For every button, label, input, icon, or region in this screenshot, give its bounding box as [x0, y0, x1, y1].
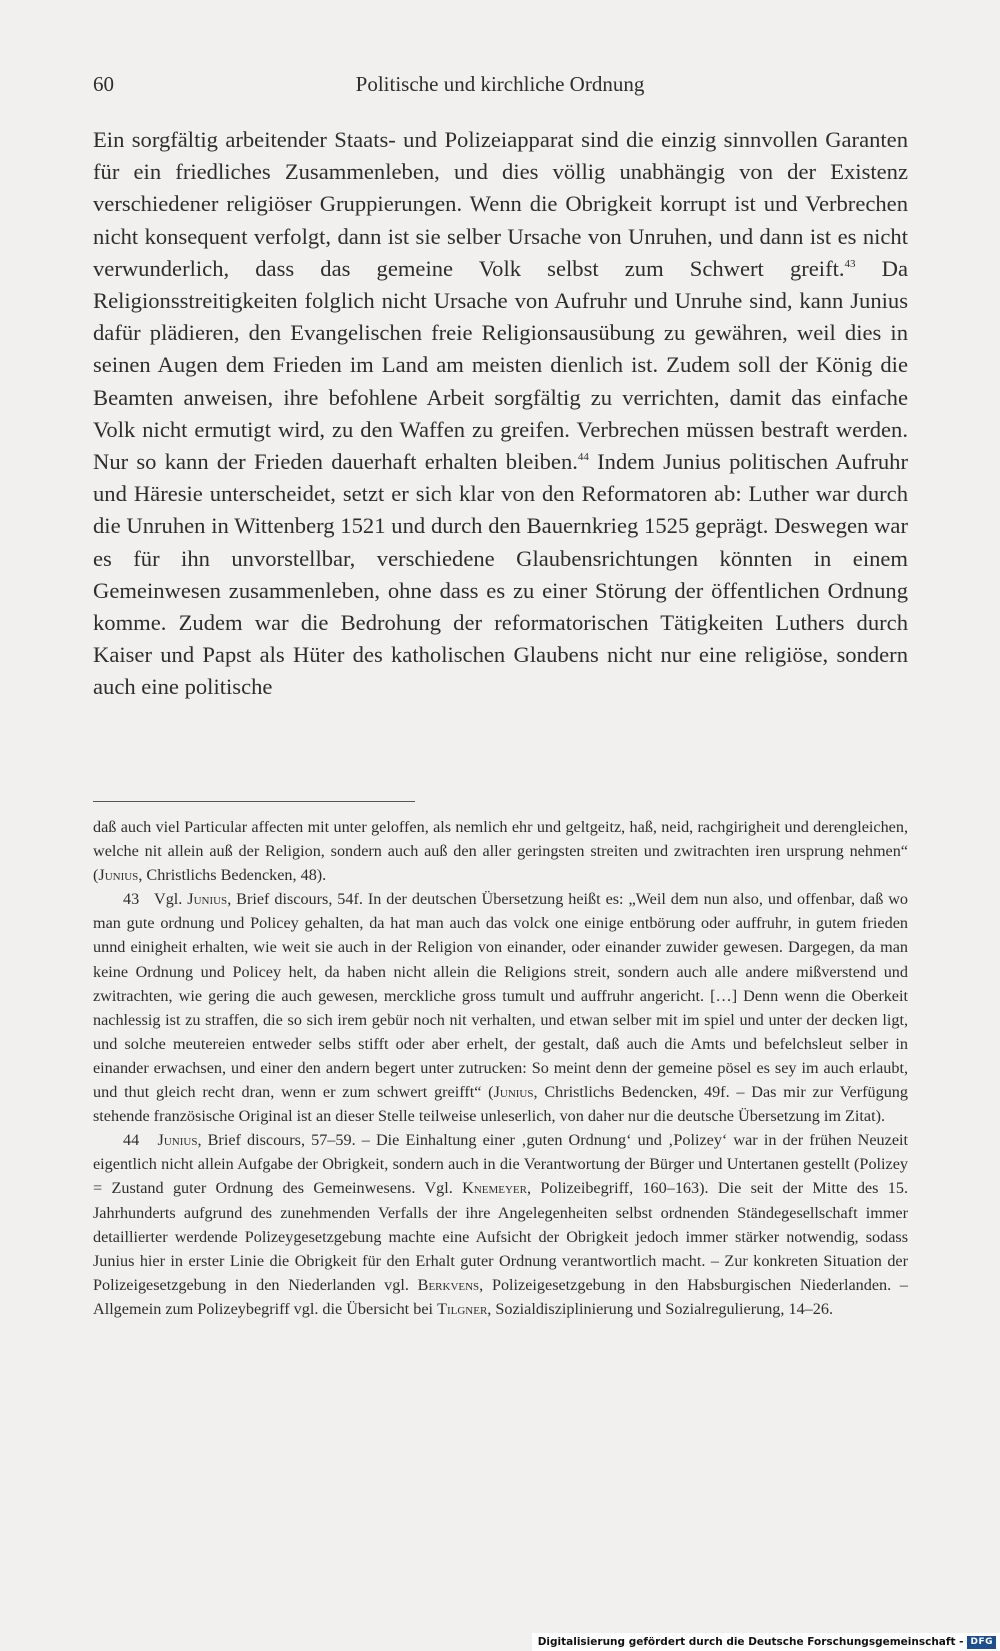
author-name: Junius [187, 890, 228, 909]
body-text-part: Indem Junius politischen Aufruhr und Häresie unterscheidet, setzt er sich klar von den Reformatoren ab: Luther war durch die Unruhen in Wittenberg 1521 und durch den Bauernkrieg 1525 geprägt. Deswegen war es für ihn unvorstellbar, verschiedene Glaubensrichtungen könnten in einem Gemeinwesen zusammenleben, ohne dass es zu einer Störung der öffentlichen Ordnung komme. Zudem war die Bedrohung der reformatorischen Tätigkeiten Luthers durch Kaiser und Papst als Hüter des katholischen Glaubens nicht nur eine religiöse, sondern auch eine politische [93, 449, 908, 700]
author-name: Berkvens [417, 1275, 480, 1294]
footnote-43 [93, 887, 908, 1128]
footnote-continuation [93, 815, 908, 887]
footnote-44 [93, 1128, 908, 1321]
footnote-text: , Christlichs Bedencken, 48). [138, 866, 327, 885]
footnote-reference-43[interactable]: 43 [844, 257, 856, 270]
body-paragraph [93, 124, 908, 704]
author-name: Junius [98, 866, 139, 885]
dfg-logo: DFG [967, 1636, 996, 1649]
author-name: Junius [493, 1083, 534, 1102]
footnote-text: Vgl. [154, 890, 188, 909]
body-text-part: Da Religionsstreitigkeiten folglich nicht Ursache von Aufruhr und Unruhe sind, kann Junius dafür plädieren, den Evangelischen freie Religionsausübung zu gewähren, weil dies in seinen Augen dem Frieden im Land am meisten dienlich ist. Zudem soll der König die Beamten anweisen, ihre befohlene Arbeit sorgfältig zu verrichten, damit das einfache Volk nicht ermutigt wird, zu den Waffen zu greifen. Verbrechen müssen bestraft werden. Nur so kann der Frieden dauerhaft erhalten bleiben. [93, 255, 908, 475]
footnote-number: 44 [123, 1131, 140, 1150]
author-name: Tilgner [437, 1299, 488, 1318]
footnote-text: , Brief discours, 54f. In der deutschen Übersetzung heißt es: „Weil dem nun also, und offenbar, daß wo man gute ordnung und Policey gehalten, da hat man auch das volck one einige entbörung oder auffruhr, in gutem frieden unnd einigheit erhalten, wie weit sie auch in der Religion von einander, oder einander zuwider gewesen. Dargegen, da man keine Ordnung und Policey helt, da haben nicht allein die Religions streit, sondern auch alle andere mißverstend und zwitrachten, wie gering die auch gewesen, merckliche gross tumult und auffruhr angericht. […] Denn wenn die Oberkeit nachlessig ist zu straffen, die so sich irem gebür noch nit verhalten, und etwan selber mit im spiel und unter der decken ligt, und solche meutereien entweder selbs stifft oder aber erhelt, der gestalt, daß auch die Amts und befelchsleut selber in einander erwachsen, und einer den andern begert unter zutrucken: So meint denn der gemeine pösel es sey im auch erlaubt, und thut gleich recht dran, wenn er zum schwert greifft“ ( [93, 890, 909, 1102]
body-text-part: Ein sorgfältig arbeitender Staats- und Polizeiapparat sind die einzig sinnvollen Garanten für ein friedliches Zusammenleben, und dies völlig unabhängig von der Existenz verschiedener religiöser Gruppierungen. Wenn die Obrigkeit korrupt ist und Verbrechen nicht konsequent verfolgt, dann ist sie selber Ursache von Unruhen, und dann ist es nicht verwunderlich, dass das gemeine Volk selbst zum Schwert greift. [93, 127, 908, 281]
footnotes-section [93, 815, 908, 1321]
digitization-credit [532, 1633, 1000, 1651]
credit-text: Digitalisierung gefördert durch die Deutsche Forschungsgemeinschaft - [537, 1636, 964, 1648]
footnote-text: daß auch viel Particular affecten mit unter geloffen, als nemlich ehr und geltgeitz, haß, neid, rachgirigheit und derengleichen, welche nit allein auß der Religion, sondern auch auß den aller geringsten streiten und zwitrachten iren ursprung nehmen“ ( [93, 818, 908, 885]
page-number: 60 [93, 72, 114, 96]
footnote-text: , Polizeigesetzgebung in den Habsburgischen Niederlanden. – Allgemein zum Polizeybegriff vgl. die Übersicht bei [93, 1275, 908, 1318]
page-header [93, 72, 907, 100]
footnote-text: , Brief discours, 57–59. – Die Einhaltung einer ‚guten Ordnung‘ und ‚Polizey‘ war in der frühen Neuzeit eigentlich nicht allein Aufgabe der Obrigkeit, sondern auch in die Verantwortung der Bürger und Untertanen gestellt (Polizey = Zustand guter Ordnung des Gemeinwesens. Vgl. [93, 1131, 909, 1198]
footnote-number: 43 [123, 890, 140, 909]
footnote-separator [93, 801, 415, 802]
author-name: Knemeyer [462, 1179, 527, 1198]
author-name: Junius [157, 1131, 198, 1150]
footnote-text: , Christlichs Bedencken, 49f. – Das mir zur Verfügung stehende französische Original ist an dieser Stelle teilweise unleserlich, von daher nur die deutsche Übersetzung im Zitat). [93, 1083, 908, 1126]
footnote-text: , Sozialdisziplinierung und Sozialregulierung, 14–26. [487, 1299, 834, 1318]
footnote-text: , Polizeibegriff, 160–163). Die seit der Mitte des 15. Jahrhunderts aufgrund des zunehmenden Verfalls der ihre Angelegenheiten selbst ordnenden Ständegesellschaft immer detaillierter werdende Polizeygesetzgebung machte eine Aufsicht der Obrigkeit jedoch immer stärker notwendig, sodass Junius hier in erster Linie die Obrigkeit für den Erhalt guter Ordnung verantwortlich macht. – Zur konkreten Situation der Polizeigesetzgebung in den Niederlanden vgl. [93, 1179, 908, 1294]
running-title: Politische und kirchliche Ordnung [355, 72, 645, 96]
footnote-reference-44[interactable]: 44 [577, 451, 589, 464]
